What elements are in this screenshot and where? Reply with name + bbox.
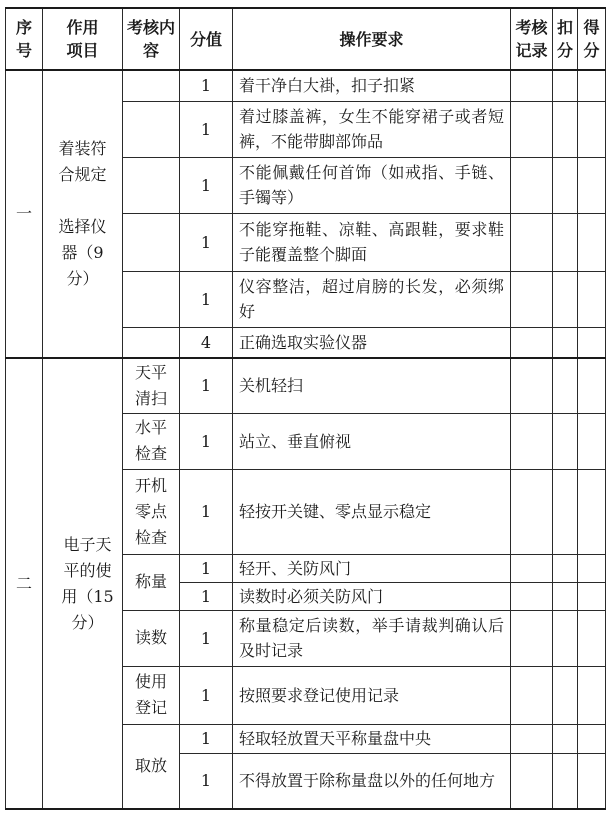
row-requirement: 着干净白大褂，扣子扣紧 (233, 70, 511, 101)
row-score: 1 (180, 413, 233, 469)
row-record-cell[interactable] (511, 469, 553, 554)
header-score: 分值 (180, 8, 233, 70)
row-deduct-cell[interactable] (553, 469, 578, 554)
row-requirement: 不能穿拖鞋、凉鞋、高跟鞋，要求鞋子能覆盖整个脚面 (233, 213, 511, 271)
row-requirement: 关机轻扫 (233, 358, 511, 413)
row-record-cell[interactable] (511, 666, 553, 724)
row-deduct-cell[interactable] (553, 666, 578, 724)
row-requirement: 着过膝盖裤，女生不能穿裙子或者短裤，不能带脚部饰品 (233, 101, 511, 157)
score-table-wrapper (5, 7, 605, 810)
row-record-cell[interactable] (511, 358, 553, 413)
row-gain-cell[interactable] (578, 753, 606, 809)
row-gain-cell[interactable] (578, 724, 606, 753)
table-row (6, 70, 606, 101)
row-deduct-cell[interactable] (553, 101, 578, 157)
row-requirement: 站立、垂直俯视 (233, 413, 511, 469)
row-content (123, 101, 180, 157)
row-content: 天平清扫 (123, 358, 180, 413)
row-score: 4 (180, 327, 233, 358)
row-requirement: 不得放置于除称量盘以外的任何地方 (233, 753, 511, 809)
row-gain-cell[interactable] (578, 327, 606, 358)
header-gain: 得分 (578, 8, 606, 70)
row-requirement: 不能佩戴任何首饰（如戒指、手链、手镯等） (233, 157, 511, 213)
row-score: 1 (180, 610, 233, 666)
row-requirement: 正确选取实验仪器 (233, 327, 511, 358)
header-deduct: 扣分 (553, 8, 578, 70)
table-header (6, 8, 606, 70)
row-record-cell[interactable] (511, 213, 553, 271)
row-deduct-cell[interactable] (553, 724, 578, 753)
row-score: 1 (180, 101, 233, 157)
row-score: 1 (180, 271, 233, 327)
section-one-seq: 一 (6, 70, 43, 358)
row-record-cell[interactable] (511, 157, 553, 213)
header-requirement: 操作要求 (233, 8, 511, 70)
row-content: 读数 (123, 610, 180, 666)
row-requirement: 仪容整洁，超过肩膀的长发，必须绑好 (233, 271, 511, 327)
row-gain-cell[interactable] (578, 358, 606, 413)
row-score: 1 (180, 70, 233, 101)
row-gain-cell[interactable] (578, 213, 606, 271)
row-score: 1 (180, 724, 233, 753)
section-two-seq: 二 (6, 358, 43, 809)
row-gain-cell[interactable] (578, 271, 606, 327)
row-deduct-cell[interactable] (553, 358, 578, 413)
row-record-cell[interactable] (511, 327, 553, 358)
row-gain-cell[interactable] (578, 469, 606, 554)
row-content: 使用登记 (123, 666, 180, 724)
section-one-item-line1: 着装符合规定 (58, 139, 107, 184)
row-record-cell[interactable] (511, 582, 553, 610)
row-deduct-cell[interactable] (553, 327, 578, 358)
row-record-cell[interactable] (511, 724, 553, 753)
row-record-cell[interactable] (511, 70, 553, 101)
row-requirement: 按照要求登记使用记录 (233, 666, 511, 724)
row-deduct-cell[interactable] (553, 554, 578, 582)
row-content (123, 327, 180, 358)
row-content (123, 157, 180, 213)
row-deduct-cell[interactable] (553, 582, 578, 610)
row-record-cell[interactable] (511, 610, 553, 666)
row-gain-cell[interactable] (578, 582, 606, 610)
row-record-cell[interactable] (511, 271, 553, 327)
row-deduct-cell[interactable] (553, 610, 578, 666)
row-record-cell[interactable] (511, 753, 553, 809)
section-one-item-line2: 选择仪器（9分） (58, 217, 107, 288)
header-content: 考核内容 (123, 8, 180, 70)
row-content: 称量 (123, 554, 180, 610)
header-item: 作用项目 (43, 8, 123, 70)
row-requirement: 轻取轻放置天平称量盘中央 (233, 724, 511, 753)
row-requirement: 轻开、关防风门 (233, 554, 511, 582)
row-record-cell[interactable] (511, 554, 553, 582)
section-two (6, 358, 606, 809)
row-score: 1 (180, 358, 233, 413)
row-score: 1 (180, 753, 233, 809)
row-record-cell[interactable] (511, 413, 553, 469)
row-gain-cell[interactable] (578, 101, 606, 157)
score-table (5, 7, 606, 810)
row-content (123, 271, 180, 327)
section-one (6, 70, 606, 358)
row-deduct-cell[interactable] (553, 271, 578, 327)
row-gain-cell[interactable] (578, 610, 606, 666)
table-row (6, 358, 606, 413)
row-gain-cell[interactable] (578, 413, 606, 469)
row-content (123, 70, 180, 101)
row-gain-cell[interactable] (578, 70, 606, 101)
row-deduct-cell[interactable] (553, 753, 578, 809)
row-gain-cell[interactable] (578, 157, 606, 213)
row-score: 1 (180, 213, 233, 271)
row-content: 取放 (123, 724, 180, 809)
row-score: 1 (180, 157, 233, 213)
row-deduct-cell[interactable] (553, 157, 578, 213)
row-deduct-cell[interactable] (553, 213, 578, 271)
row-score: 1 (180, 554, 233, 582)
row-record-cell[interactable] (511, 101, 553, 157)
row-score: 1 (180, 469, 233, 554)
section-one-item (43, 70, 123, 358)
row-content (123, 213, 180, 271)
header-record: 考核记录 (511, 8, 553, 70)
row-requirement: 轻按开关键、零点显示稳定 (233, 469, 511, 554)
row-gain-cell[interactable] (578, 554, 606, 582)
row-gain-cell[interactable] (578, 666, 606, 724)
row-requirement: 读数时必须关防风门 (233, 582, 511, 610)
row-content: 开机零点检查 (123, 469, 180, 554)
row-requirement: 称量稳定后读数，举手请裁判确认后及时记录 (233, 610, 511, 666)
header-seq: 序号 (6, 8, 43, 70)
row-deduct-cell[interactable] (553, 413, 578, 469)
row-content: 水平检查 (123, 413, 180, 469)
row-score: 1 (180, 666, 233, 724)
row-deduct-cell[interactable] (553, 70, 578, 101)
row-score: 1 (180, 582, 233, 610)
section-two-item: 电子天平的使用（15分） (43, 358, 123, 809)
